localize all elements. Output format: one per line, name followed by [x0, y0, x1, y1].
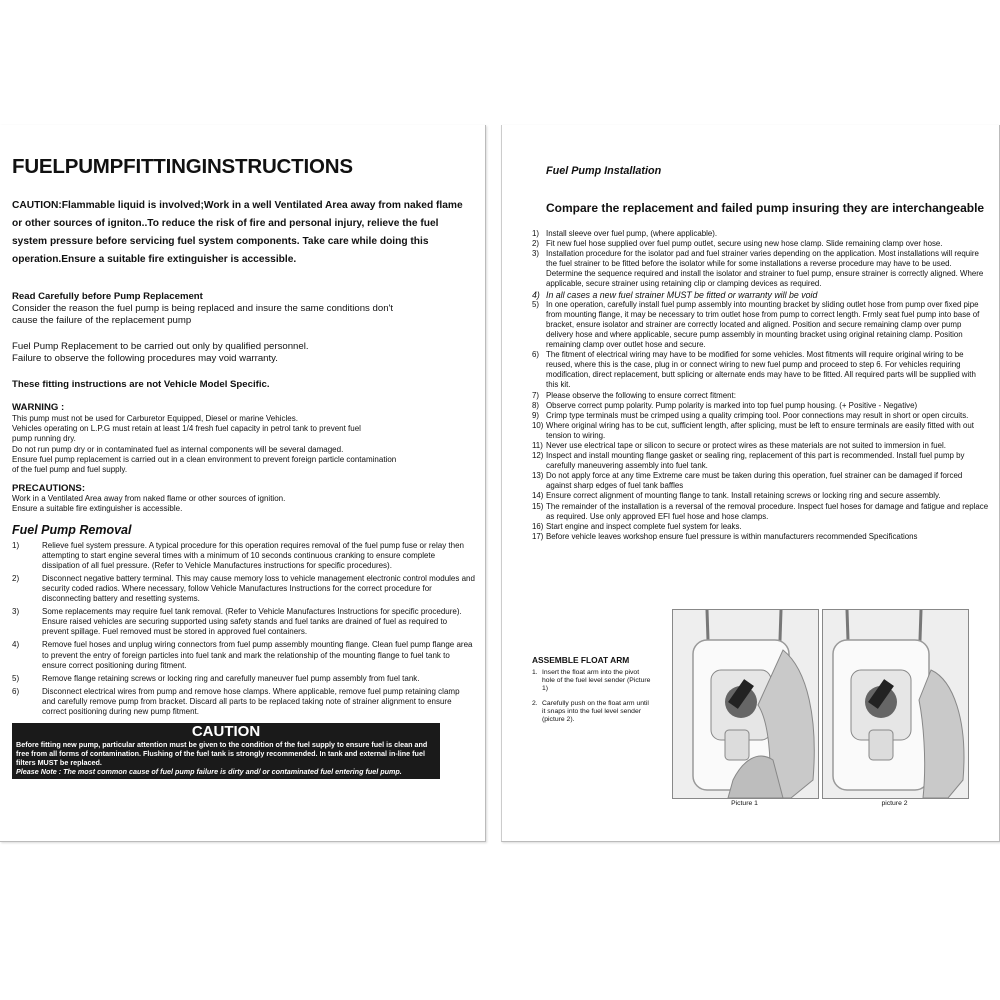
removal-heading: Fuel Pump Removal: [12, 522, 132, 537]
left-page: [0, 125, 486, 842]
fuel-pump-photo-2: [822, 609, 969, 799]
not-model-specific-note: These fitting instructions are not Vehicle Model Specific.: [12, 379, 270, 390]
caution-box-title: CAUTION: [191, 723, 261, 741]
list-item: 12) Inspect and install mounting flange gasket or sealing ring, replacement of this part is recommended. Install fuel pump by carefully maneuvering assembly into fuel tank.: [532, 451, 965, 471]
list-item: 9) Crimp type terminals must be crimped using a quality crimping tool. Poor connections may result in short or open circuits.: [532, 410, 969, 420]
read-line: Consider the reason the fuel pump is being replaced and insure the same conditions don't: [12, 303, 394, 314]
picture-2-caption: picture 2: [881, 800, 908, 807]
list-item: 11) Never use electrical tape or silicon to secure or protect wires as these materials are not suited to immersion in fuel.: [532, 440, 946, 450]
list-item: 16) Start engine and inspect complete fuel system for leaks.: [532, 521, 742, 531]
precautions-line: Ensure a suitable fire extinguisher is accessible.: [12, 504, 183, 514]
list-item: 8) Observe correct pump polarity. Pump polarity is marked into top fuel pump housing. (+ Positive - Negative): [532, 400, 918, 410]
fuel-pump-photo-1: [672, 609, 819, 799]
page-title: FUELPUMPFITTINGINSTRUCTIONS: [12, 155, 353, 178]
list-item: 5) In one operation, carefully install fuel pump assembly into mounting bracket by sliding outlet hose from pump over fixed pipe from mounting flange, it may be necessary to trim outlet hose from pump to correct length. Frmly seat fuel pump into base of bracket, ensure isolator and strainer are correctly located and aligned. Position and secure remaining clamp over pump delivery hose and where applicable, secure pump assembly in mounting bracket using original retaining clamp. Position remaining clamp over outlet hose and secure.: [532, 299, 980, 350]
list-item: 4) In all cases a new fuel strainer MUST be fitted or warranty will be void: [532, 289, 818, 300]
warning-heading: WARNING :: [12, 402, 65, 413]
warning-line: Do not run pump dry or in contaminated fuel as internal components will be several damaged.: [12, 444, 344, 454]
list-item: 6) The fitment of electrical wiring may have to be modified for some vehicles. Most fitments will require original wiring to be reused, where this is the case, plug in or connect wiring to new fuel pump and proceed to step 6. For vehicles requiring modification, direct replacement, butt splicing or alternate ends may have to be fitted. All required parts will be supplied with this kit.: [532, 350, 976, 390]
list-item: 1) Install sleeve over fuel pump, (where applicable).: [532, 229, 718, 238]
caution-box-note: Please Note : The most common cause of fuel pump failure is dirty and/ or contaminated fuel entering fuel pump.: [16, 767, 402, 777]
caution-box: [12, 723, 440, 779]
float-arm-instructions: [532, 655, 652, 730]
precautions-heading: PRECAUTIONS:: [12, 483, 86, 495]
qualified-line: Fuel Pump Replacement to be carried out only by qualified personnel.: [12, 341, 309, 352]
right-page: [501, 125, 1000, 842]
warning-line: Vehicles operating on L.P.G must retain at least 1/4 fresh fuel capacity in petrol tank to prevent fuel: [12, 424, 361, 434]
list-item: 7) Please observe the following to ensure correct fitment:: [532, 390, 736, 400]
warning-line: Ensure fuel pump replacement is carried out in a clean environment to prevent foreign particle contamination: [12, 454, 397, 464]
list-item: 3) Installation procedure for the isolator pad and fuel strainer varies depending on the application. Most installations will require the fuel strainer to be fitted before the isolator while for some installations a reverse procedure may have to be used. Determine the sequence required and install the isolator and strainer to fuel pump, ensure strainer is correctly aligned. Where applicable, secure strainer using retaining clip or clamping devices as required.: [532, 249, 984, 289]
list-item: 6) Disconnect electrical wires from pump and remove hose clamps. Where applicable, remove fuel pump retaining clamp and carefully remove pump from bracket. Discard all parts to be replaced taking note of strainer alignment to ensure correct positioning during new pump fitment.: [12, 686, 460, 717]
installation-heading: Fuel Pump Installation: [546, 165, 662, 177]
list-item: 10) Where original wiring has to be cut, sufficient length, after splicing, must be left to ensure terminals are easily fitted with out tension to wiring.: [532, 420, 974, 440]
precautions-line: Work in a Ventilated Area away from naked flame or other sources of ignition.: [12, 494, 286, 504]
removal-steps-list: [12, 541, 475, 718]
warning-line: This pump must not be used for Carburetor Equipped, Diesel or marine Vehicles.: [12, 414, 298, 423]
float-step: 1. Insert the float arm into the pivot hole of the fuel level sender (Picture 1): [532, 669, 651, 693]
list-item: 14) Ensure correct alignment of mounting flange to tank. Install retaining screws or locking ring and secure assembly.: [532, 491, 941, 501]
list-item: 15) The remainder of the installation is a reversal of the removal procedure. Inspect fuel hoses for damage and fatigue and replace as required. Use only approved EFI fuel hose and hose clamps.: [532, 501, 989, 521]
picture-1-caption: Picture 1: [731, 800, 758, 807]
list-item: 17) Before vehicle leaves workshop ensure fuel pressure is within manufacturers recommended Specifications: [532, 531, 918, 541]
list-item: 4) Remove fuel hoses and unplug wiring connectors from fuel pump assembly mounting flange. Clean fuel pump flange area to prevent the entry of foreign particles into fuel tank and mark the relationship of the mounting flange to fuel tank to ensure correct positioning during fitment.: [12, 640, 473, 670]
list-item: 5) Remove flange retaining screws or locking ring and carefully maneuver fuel pump assembly from fuel tank.: [12, 673, 420, 683]
warning-line: of the fuel pump and fuel supply.: [12, 465, 128, 475]
float-arm-heading: ASSEMBLE FLOAT ARM: [532, 655, 630, 665]
list-item: 2) Disconnect negative battery terminal. This may cause memory loss to vehicle management electronic control modules and security coded radios. Where necessary, follow Vehicle Manufactures Instructions for the correct procedure for disconnecting battery and resetting systems.: [12, 573, 475, 604]
compare-heading: Compare the replacement and failed pump insuring they are interchangeable: [546, 201, 985, 215]
list-item: 3) Some replacements may require fuel tank removal. (Refer to Vehicle Manufactures Instructions for specific procedure). Ensure raised vehicles are securing supported using safety stands and fuel tanks are drained of fuel as required to prevent spillage. Fuel removed must be stored in approved fuel containers.: [12, 607, 462, 637]
caution-box-text: Before fitting new pump, particular attention must be given to the condition of the fuel supply to ensure fuel is clean and free from all forms of contamination. Flushing of the fuel tank is strongly recommended. In tank and external in-line fuel filters MUST be replaced.: [16, 740, 428, 768]
installation-steps-list: [532, 229, 989, 542]
list-item: 2) Fit new fuel hose supplied over fuel pump outlet, secure using new hose clamp. Slide remaining clamp over hose.: [532, 239, 943, 249]
read-carefully-heading: Read Carefully before Pump Replacement: [12, 291, 203, 302]
qualified-line: Failure to observe the following procedures may void warranty.: [12, 353, 278, 364]
read-line: cause the failure of the replacement pump: [12, 315, 192, 326]
caution-statement: CAUTION:Flammable liquid is involved;Work in a well Ventilated Area away from naked flame or other sources of igniton..To reduce the risk of fire and personal injury, relieve the fuel system pressure before servicing fuel system components. Take care while doing this operation.Ensure a suitable fire extinguisher is accessible.: [12, 200, 463, 265]
list-item: 1) Relieve fuel system pressure. A typical procedure for this operation requires removal of the fuel pump fuse or relay then attempting to start engine several times with a minimum of 10 seconds continuous cranking to ensure complete dissipation of all fuel pressure. (Refer to Vehicle Manufactures instructions for specific procedures).: [12, 540, 464, 570]
float-step: 2. Carefully push on the float arm until it snaps into the fuel level sender (picture 2).: [532, 699, 649, 724]
list-item: 13) Do not apply force at any time Extreme care must be taken during this operation, fuel strainer can be damaged if forced against sharp edges of fuel tank baffles: [532, 471, 963, 491]
warning-line: pump running dry.: [12, 434, 76, 444]
